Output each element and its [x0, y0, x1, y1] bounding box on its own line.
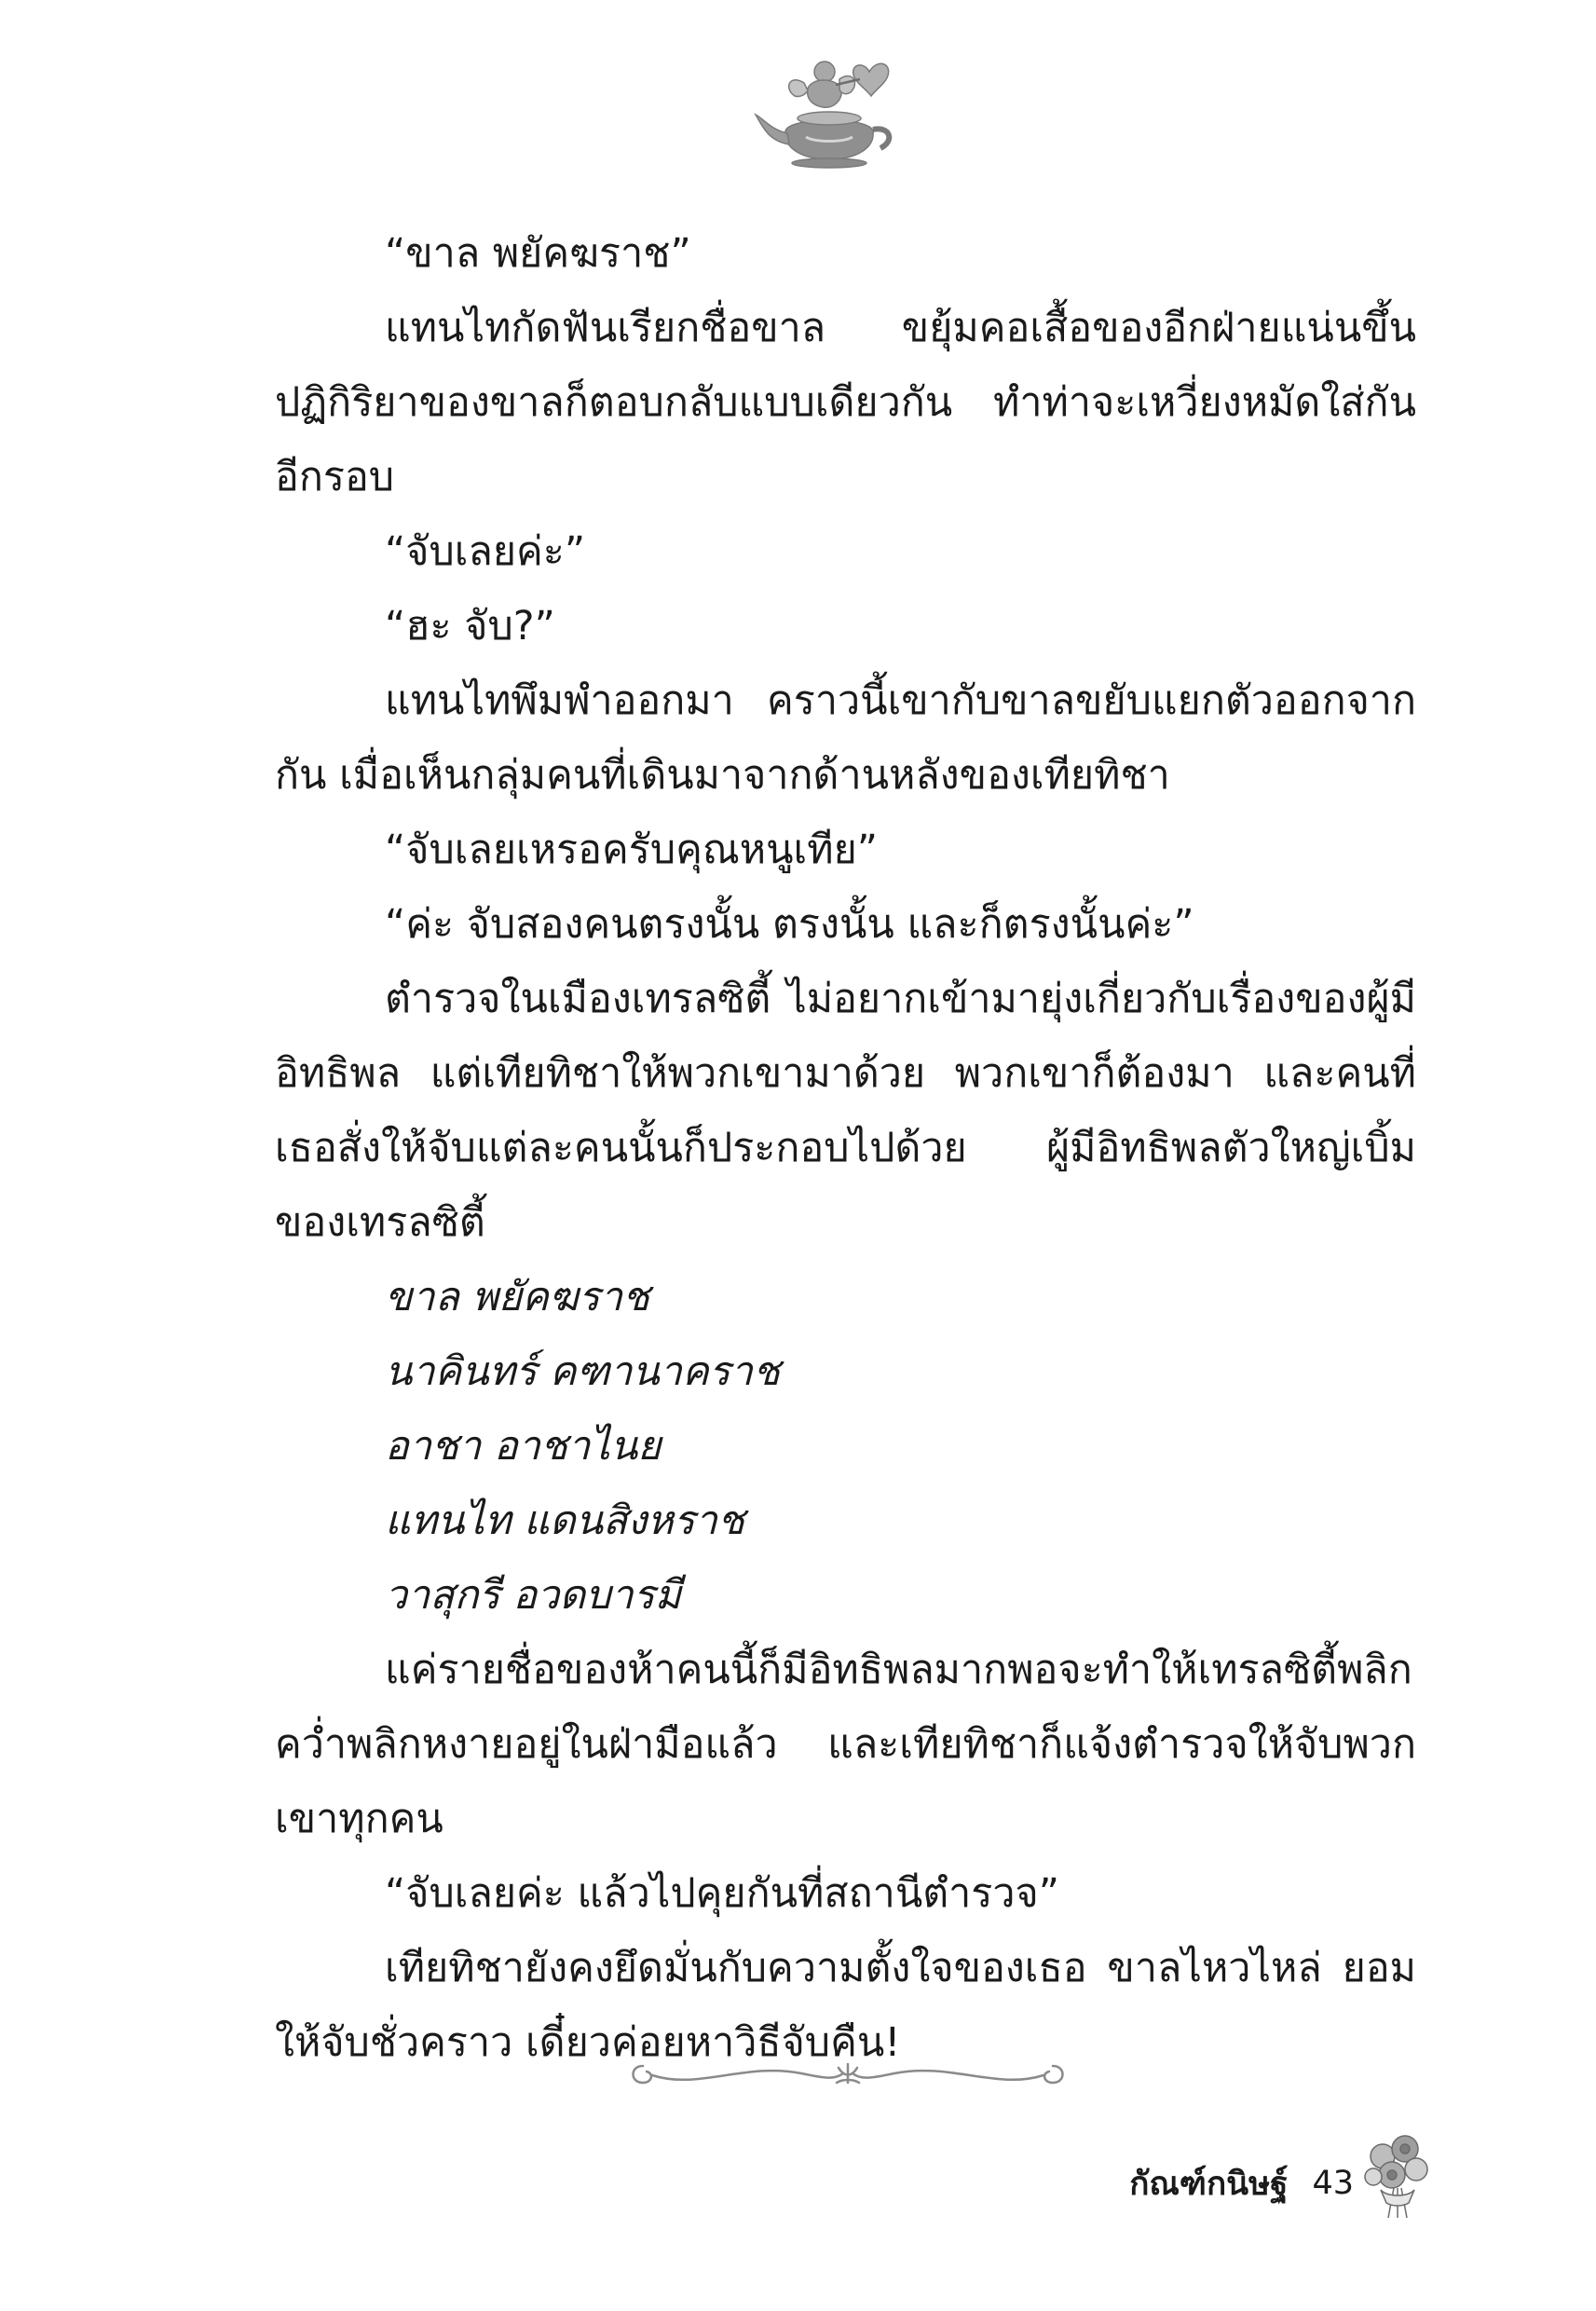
author-name: กัณฑ์กนิษฐ์: [1129, 2165, 1289, 2203]
page-footer: [1129, 2151, 1354, 2216]
name-list-item: วาสุกรี อวดบารมี: [385, 1572, 682, 1619]
name-list-item: แทนไท แดนสิงหราช: [385, 1497, 745, 1544]
narrative-paragraph: ตำรวจในเมืองเทรลซิตี้ ไม่อยากเข้ามายุ่งเกี่ยวกับเรื่องของผู้มีอิทธิพล แต่เทียทิชาให้พวกเขามาด้วย พวกเขาก็ต้องมา และคนที่เธอสั่งให้จับแต่ละคนนั้นก็ประกอบไปด้วย ผู้มีอิทธิพลตัวใหญ่เบิ้มของเทรลซิตี้: [275, 976, 1416, 1246]
dialog-line: “ฮะ จับ?”: [385, 603, 555, 650]
scroll-divider-icon: [615, 2045, 1081, 2101]
flower-bouquet-icon: [1360, 2132, 1435, 2221]
narrative-paragraph: เทียทิชายังคงยึดมั่นกับความตั้งใจของเธอ ขาลไหวไหล่ ยอมให้จับชั่วคราว เดี๋ยวค่อยหาวิธีจับคืน!: [275, 1945, 1416, 2066]
dialog-line: “จับเลยค่ะ แล้วไปคุยกันที่สถานีตำรวจ”: [385, 1870, 1060, 1917]
page-number: 43: [1312, 2165, 1354, 2202]
narrative-paragraph: แทนไทกัดฟันเรียกชื่อขาล ขยุ้มคอเสื้อของอีกฝ่ายแน่นขึ้น ปฏิกิริยาของขาลก็ตอบกลับแบบเดียวกัน ทำท่าจะเหวี่ยงหมัดใส่กันอีกรอบ: [275, 305, 1416, 500]
dialog-line: “จับเลยเหรอครับคุณหนูเทีย”: [385, 827, 879, 873]
dialog-line: “ค่ะ จับสองคนตรงนั้น ตรงนั้น และก็ตรงนั้นค่ะ”: [385, 901, 1194, 948]
narrative-paragraph: แทนไทพึมพำออกมา คราวนี้เขากับขาลขยับแยกตัวออกจากกัน เมื่อเห็นกลุ่มคนที่เดินมาจากด้านหลังของเทียทิชา: [275, 677, 1416, 799]
dialog-line: “ขาล พยัคฆราช”: [385, 230, 691, 277]
cupid-teapot-ornament-icon: [750, 51, 908, 172]
name-list-item: ขาล พยัคฆราช: [385, 1274, 650, 1320]
dialog-line: “จับเลยค่ะ”: [385, 528, 586, 575]
chapter-body: [275, 216, 1416, 2080]
narrative-paragraph: แค่รายชื่อของห้าคนนี้ก็มีอิทธิพลมากพอจะทำให้เทรลซิตี้พลิกคว่ำพลิกหงายอยู่ในฝ่ามือแล้ว และเทียทิชาก็แจ้งตำรวจให้จับพวกเขาทุกคน: [275, 1647, 1416, 1842]
name-list-item: อาชา อาชาไนย: [385, 1423, 662, 1470]
name-list-item: นาคินทร์ คฑานาคราช: [385, 1348, 781, 1395]
